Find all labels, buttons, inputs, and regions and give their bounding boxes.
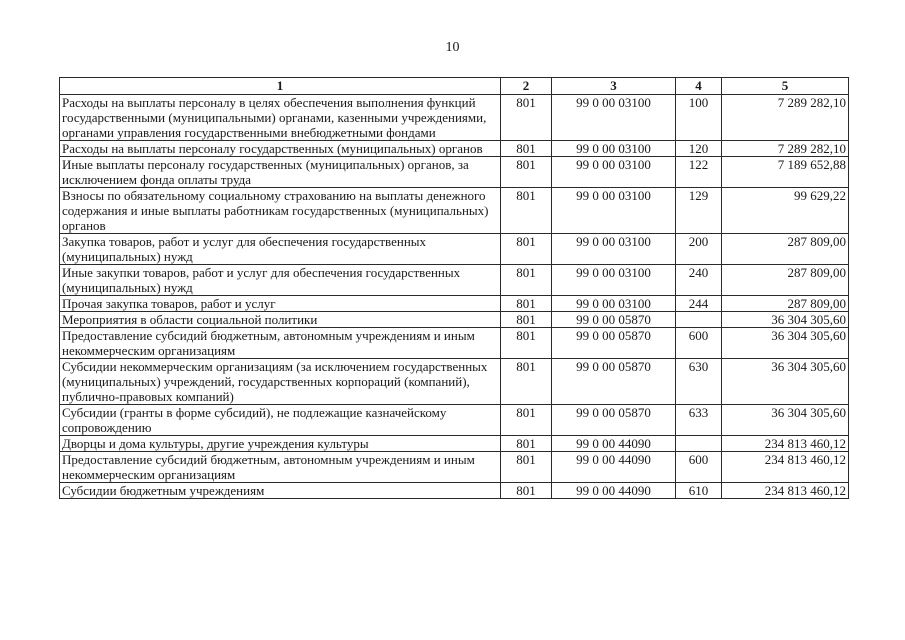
row-name-cell: Расходы на выплаты персоналу государственных (муниципальных) органов: [60, 141, 501, 157]
row-name-cell: Прочая закупка товаров, работ и услуг: [60, 296, 501, 312]
row-type-cell: 600: [676, 328, 722, 359]
row-name-cell: Иные закупки товаров, работ и услуг для обеспечения государственных (муниципальных) нужд: [60, 265, 501, 296]
row-article-cell: 99 0 00 05870: [552, 405, 676, 436]
table-row: [60, 452, 849, 483]
table-row: [60, 436, 849, 452]
row-name-cell: Субсидии некоммерческим организациям (за исключением государственных (муниципальных) учреждений, государственных корпораций (компаний), публично-правовых компаний): [60, 359, 501, 405]
row-amount-cell: 7 289 282,10: [722, 141, 849, 157]
row-article-cell: 99 0 00 44090: [552, 452, 676, 483]
row-type-cell: 633: [676, 405, 722, 436]
table-row: [60, 265, 849, 296]
row-type-cell: 240: [676, 265, 722, 296]
row-code-cell: 801: [501, 296, 552, 312]
table-row: [60, 188, 849, 234]
row-code-cell: 801: [501, 157, 552, 188]
row-amount-cell: 287 809,00: [722, 265, 849, 296]
row-amount-cell: 36 304 305,60: [722, 328, 849, 359]
row-type-cell: 244: [676, 296, 722, 312]
row-code-cell: 801: [501, 359, 552, 405]
row-amount-cell: 99 629,22: [722, 188, 849, 234]
row-amount-cell: 36 304 305,60: [722, 359, 849, 405]
row-name-cell: Расходы на выплаты персоналу в целях обеспечения выполнения функций государственными (муниципальными) органами, казенными учреждениями, органами управления государственными внебюджетными фондами: [60, 95, 501, 141]
row-name-cell: Субсидии (гранты в форме субсидий), не подлежащие казначейскому сопровождению: [60, 405, 501, 436]
row-article-cell: 99 0 00 05870: [552, 328, 676, 359]
row-code-cell: 801: [501, 436, 552, 452]
row-article-cell: 99 0 00 03100: [552, 265, 676, 296]
row-amount-cell: 7 189 652,88: [722, 157, 849, 188]
column-header-3: 3: [552, 78, 676, 95]
row-code-cell: 801: [501, 141, 552, 157]
row-amount-cell: 234 813 460,12: [722, 452, 849, 483]
table-row: [60, 95, 849, 141]
row-article-cell: 99 0 00 05870: [552, 359, 676, 405]
row-code-cell: 801: [501, 234, 552, 265]
row-amount-cell: 287 809,00: [722, 296, 849, 312]
row-name-cell: Закупка товаров, работ и услуг для обеспечения государственных (муниципальных) нужд: [60, 234, 501, 265]
column-header-5: 5: [722, 78, 849, 95]
row-article-cell: 99 0 00 03100: [552, 188, 676, 234]
row-article-cell: 99 0 00 03100: [552, 296, 676, 312]
table-row: [60, 359, 849, 405]
column-header-2: 2: [501, 78, 552, 95]
row-name-cell: Предоставление субсидий бюджетным, автономным учреждениям и иным некоммерческим организациям: [60, 328, 501, 359]
row-type-cell: 100: [676, 95, 722, 141]
row-amount-cell: 234 813 460,12: [722, 436, 849, 452]
row-code-cell: 801: [501, 405, 552, 436]
row-type-cell: 200: [676, 234, 722, 265]
row-code-cell: 801: [501, 483, 552, 499]
page-number: 10: [445, 40, 460, 55]
table-row: [60, 328, 849, 359]
row-amount-cell: 287 809,00: [722, 234, 849, 265]
row-name-cell: Взносы по обязательному социальному страхованию на выплаты денежного содержания и иные выплаты работникам государственных (муниципальных) органов: [60, 188, 501, 234]
row-article-cell: 99 0 00 03100: [552, 157, 676, 188]
row-type-cell: 129: [676, 188, 722, 234]
row-code-cell: 801: [501, 265, 552, 296]
table-row: [60, 312, 849, 328]
row-code-cell: 801: [501, 188, 552, 234]
table-header-row: [60, 78, 849, 95]
row-name-cell: Дворцы и дома культуры, другие учреждения культуры: [60, 436, 501, 452]
row-article-cell: 99 0 00 05870: [552, 312, 676, 328]
row-amount-cell: 7 289 282,10: [722, 95, 849, 141]
budget-table: [59, 77, 849, 499]
row-article-cell: 99 0 00 03100: [552, 141, 676, 157]
row-name-cell: Мероприятия в области социальной политики: [60, 312, 501, 328]
row-type-cell: 600: [676, 452, 722, 483]
row-type-cell: 610: [676, 483, 722, 499]
row-amount-cell: 234 813 460,12: [722, 483, 849, 499]
row-name-cell: Предоставление субсидий бюджетным, автономным учреждениям и иным некоммерческим организациям: [60, 452, 501, 483]
row-code-cell: 801: [501, 328, 552, 359]
row-code-cell: 801: [501, 452, 552, 483]
column-header-4: 4: [676, 78, 722, 95]
row-type-cell: 630: [676, 359, 722, 405]
table-row: [60, 405, 849, 436]
row-type-cell: 122: [676, 157, 722, 188]
table-row: [60, 483, 849, 499]
row-name-cell: Иные выплаты персоналу государственных (муниципальных) органов, за исключением фонда оплаты труда: [60, 157, 501, 188]
row-article-cell: 99 0 00 03100: [552, 95, 676, 141]
table-row: [60, 157, 849, 188]
column-header-1: 1: [60, 78, 501, 95]
table-row: [60, 141, 849, 157]
row-amount-cell: 36 304 305,60: [722, 405, 849, 436]
table-row: [60, 296, 849, 312]
row-type-cell: [676, 312, 722, 328]
row-amount-cell: 36 304 305,60: [722, 312, 849, 328]
row-type-cell: 120: [676, 141, 722, 157]
row-name-cell: Субсидии бюджетным учреждениям: [60, 483, 501, 499]
row-code-cell: 801: [501, 312, 552, 328]
row-article-cell: 99 0 00 03100: [552, 234, 676, 265]
row-type-cell: [676, 436, 722, 452]
row-article-cell: 99 0 00 44090: [552, 483, 676, 499]
table-row: [60, 234, 849, 265]
row-article-cell: 99 0 00 44090: [552, 436, 676, 452]
row-code-cell: 801: [501, 95, 552, 141]
